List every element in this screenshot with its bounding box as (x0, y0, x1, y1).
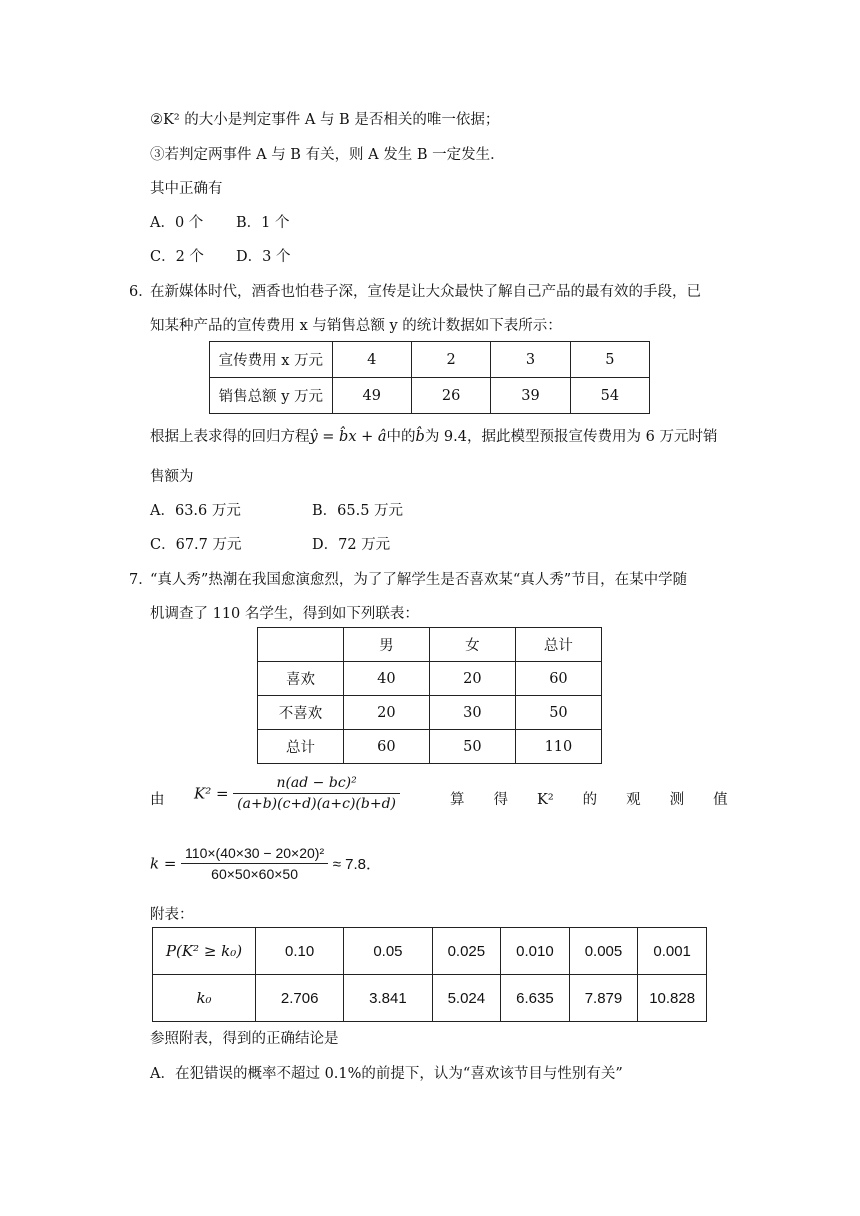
table-cell: 110 (515, 730, 601, 764)
q6-line-2: 知某种产品的宣传费用 x 与销售总额 y 的统计数据如下表所示： (150, 318, 562, 334)
table-cell: 7.879 (569, 975, 638, 1022)
q5-option-b: B．1 个 (236, 215, 290, 231)
q7-option-a: A．在犯错误的概率不超过 0.1%的前提下，认为“喜欢该节目与性别有关” (150, 1066, 623, 1082)
q6-number: 6． (129, 284, 153, 300)
table-cell: 26 (411, 378, 490, 414)
table-cell: 50 (515, 696, 601, 730)
k-numerator: 110×(40×30 − 20×20)² (181, 845, 328, 864)
table-cell: 总计 (515, 628, 601, 662)
table-cell: 女 (429, 628, 515, 662)
q7-by: 由 (150, 792, 165, 808)
q5-option-d: D．3 个 (236, 249, 291, 265)
table-cell (258, 628, 344, 662)
table-cell: 0.005 (569, 928, 638, 975)
k-fraction (181, 845, 328, 882)
table-cell: 30 (429, 696, 515, 730)
table-cell: 0.10 (256, 928, 344, 975)
regression-equation: ŷ = b̂x + â (309, 429, 387, 445)
item-3: ③若判定两事件 A 与 B 有关，则 A 发生 B 一定发生． (150, 147, 505, 163)
table-cell: P(K² ≥ k₀) (153, 928, 256, 975)
critical-value-table (152, 927, 707, 1022)
table-cell: 总计 (258, 730, 344, 764)
q5-option-c: C．2 个 (150, 249, 204, 265)
k2-numerator: n(ad − bc)² (233, 775, 400, 794)
appendix-label: 附表： (150, 907, 194, 923)
k-lhs: k = (150, 854, 177, 873)
q7-line-2: 机调查了 110 名学生，得到如下列联表： (150, 606, 419, 622)
b-hat: b̂ (415, 429, 425, 445)
table-cell: 50 (429, 730, 515, 764)
text-span: 为 9.4，据此模型预报宣传费用为 6 万元时销 (424, 429, 718, 445)
q6-after-table-2: 售额为 (150, 469, 194, 485)
table-cell: 2.706 (256, 975, 344, 1022)
q6-option-b: B．65.5 万元 (312, 503, 404, 519)
table-cell: 6.635 (501, 975, 570, 1022)
conclusion-prompt: 参照附表，得到的正确结论是 (150, 1031, 339, 1047)
q6-data-table (209, 341, 650, 414)
q7-after-formula: 算 得 K² 的 观 测 值 (450, 792, 728, 808)
table-cell: 0.001 (638, 928, 707, 975)
table-cell: 宣传费用 x 万元 (210, 342, 333, 378)
text-span: 中的 (386, 429, 416, 445)
table-row (153, 975, 707, 1022)
table-cell: 0.010 (501, 928, 570, 975)
table-cell: 60 (515, 662, 601, 696)
table-cell: 39 (491, 378, 570, 414)
q5-stem-end: 其中正确有 (150, 181, 223, 197)
table-cell: 49 (332, 378, 411, 414)
table-row (258, 662, 602, 696)
table-cell: 0.025 (432, 928, 501, 975)
table-row (258, 730, 602, 764)
table-row (153, 928, 707, 975)
q6-option-c: C．67.7 万元 (150, 537, 242, 553)
table-cell: 不喜欢 (258, 696, 344, 730)
q7-line-1: “真人秀”热潮在我国愈演愈烈，为了了解学生是否喜欢某“真人秀”节目，在某中学随 (150, 572, 688, 588)
table-cell: 3 (491, 342, 570, 378)
table-cell: 20 (429, 662, 515, 696)
table-cell: 5 (570, 342, 649, 378)
table-cell: 5.024 (432, 975, 501, 1022)
table-row (210, 378, 650, 414)
table-cell: 喜欢 (258, 662, 344, 696)
table-cell: 60 (343, 730, 429, 764)
table-cell: 销售总额 y 万元 (210, 378, 333, 414)
table-cell: 2 (411, 342, 490, 378)
table-row (210, 342, 650, 378)
table-row (258, 628, 602, 662)
k2-denominator: (a+b)(c+d)(a+c)(b+d) (237, 796, 397, 812)
table-cell: 40 (343, 662, 429, 696)
table-cell: 10.828 (638, 975, 707, 1022)
q6-option-d: D．72 万元 (312, 537, 391, 553)
k-denominator: 60×50×60×50 (211, 866, 298, 882)
table-cell: 3.841 (344, 975, 432, 1022)
q6-line-1: 在新媒体时代，酒香也怕巷子深，宣传是让大众最快了解自己产品的最有效的手段，已 (150, 284, 701, 300)
table-cell: 0.05 (344, 928, 432, 975)
k2-fraction (233, 775, 400, 812)
table-row (258, 696, 602, 730)
text-span: 根据上表求得的回归方程 (150, 429, 310, 445)
k2-formula-lhs: K² = (194, 784, 229, 803)
table-cell: 4 (332, 342, 411, 378)
q6-after-table-1 (150, 427, 717, 447)
q6-option-a: A．63.6 万元 (150, 503, 241, 519)
contingency-table (257, 627, 602, 764)
k-observed-formula (150, 845, 381, 882)
table-cell: k₀ (153, 975, 256, 1022)
q5-option-a: A．0 个 (150, 215, 204, 231)
k-result: ≈ 7.8． (332, 856, 381, 873)
k2-formula (194, 775, 400, 812)
table-cell: 20 (343, 696, 429, 730)
item-2: ②K² 的大小是判定事件 A 与 B 是否相关的唯一依据； (150, 112, 500, 128)
q7-number: 7． (129, 572, 153, 588)
table-cell: 男 (343, 628, 429, 662)
table-cell: 54 (570, 378, 649, 414)
